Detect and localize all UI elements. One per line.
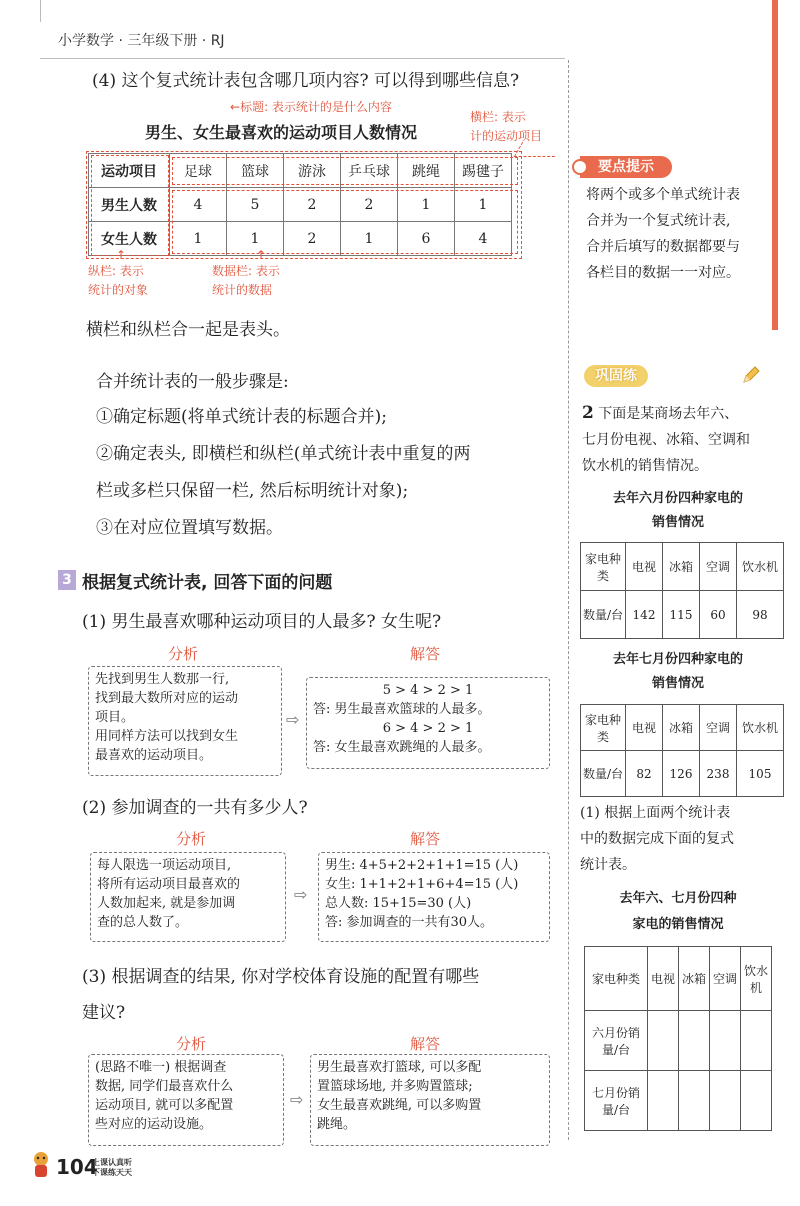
- t1-title: 去年六月份四种家电的 销售情况: [612, 491, 743, 530]
- june-sales-table: [580, 542, 784, 639]
- sub-question: (1) 根据上面两个统计表 中的数据完成下面的复式 统计表。: [580, 805, 734, 873]
- table-header-cell: 乒乓球: [341, 154, 398, 188]
- table-header-cell: 家电种类: [585, 947, 648, 1011]
- data-note: 数据栏: 表示 统计的数据: [212, 264, 280, 297]
- q1-answer-box: 5 > 4 > 2 > 1 答: 男生最喜欢篮球的人最多。 6 > 4 > 2 > 1 答: 女生最喜欢跳绳的人最多。: [306, 677, 550, 769]
- tip-text: 将两个或多个单式统计表 合并为一个复式统计表, 合并后填写的数据都要与 各栏目的数据一一对应。: [586, 187, 740, 281]
- table-cell: 126: [663, 751, 700, 797]
- page-number: 104: [56, 1155, 98, 1179]
- row-header-cell: 女生人数: [89, 222, 170, 256]
- steps-title: 合并统计表的一般步骤是:: [96, 372, 289, 392]
- exercise-number: 2: [582, 403, 594, 423]
- step-3: ③在对应位置填写数据。: [96, 518, 283, 538]
- table-header-cell: 空调: [700, 543, 737, 591]
- july-sales-table: [580, 704, 784, 797]
- table-cell: 98: [737, 591, 784, 639]
- table-cell: 60: [700, 591, 737, 639]
- blank-cell[interactable]: [741, 1071, 772, 1131]
- main-table-title: 男生、女生最喜欢的运动项目人数情况: [145, 123, 418, 142]
- table-cell: 238: [700, 751, 737, 797]
- t3-title: 去年六、七月份四种 家电的销售情况: [619, 891, 737, 932]
- section-number: 3: [58, 570, 76, 590]
- data-highlight: [172, 190, 518, 254]
- table-cell: 4: [455, 222, 512, 256]
- table-header-cell: 饮水机: [741, 947, 772, 1011]
- table-cell: 1: [170, 222, 227, 256]
- row-header-cell: 七月份销量/台: [585, 1071, 648, 1131]
- row-header-cell: 六月份销量/台: [585, 1011, 648, 1071]
- table-cell: 1: [455, 188, 512, 222]
- mascot-icon: [30, 1150, 52, 1180]
- table-header-cell: 足球: [170, 154, 227, 188]
- analysis-label: 分析: [168, 645, 199, 663]
- answer-label: 解答: [410, 830, 441, 848]
- table-cell: 2: [284, 188, 341, 222]
- book-header: 小学数学 · 三年级下册 · RJ: [58, 33, 225, 49]
- answer-label: 解答: [410, 645, 441, 663]
- answer-label: 解答: [410, 1035, 441, 1053]
- table-header-cell: 空调: [710, 947, 741, 1011]
- exercise-label: 巩固练: [584, 365, 648, 387]
- question-3-2: (2) 参加调查的一共有多少人?: [82, 798, 308, 818]
- column-divider: [568, 60, 569, 1140]
- blank-cell[interactable]: [710, 1011, 741, 1071]
- table-header-cell: 冰箱: [663, 705, 700, 751]
- blank-cell[interactable]: [648, 1071, 679, 1131]
- table-header-cell: 篮球: [227, 154, 284, 188]
- arrow-right-icon: ⇨: [290, 1090, 304, 1109]
- question-3-3: (3) 根据调查的结果, 你对学校体育设施的配置有哪些: [82, 967, 480, 987]
- row-note: 横栏: 表示 计的运动项目: [470, 110, 543, 143]
- table-cell: 2: [341, 188, 398, 222]
- arrow-up-icon: ↑: [116, 248, 127, 262]
- row-header-cell: 数量/台: [581, 591, 626, 639]
- arrow-left-icon: ←: [230, 100, 241, 114]
- table-cell: 1: [398, 188, 455, 222]
- page-top-mark: [40, 0, 41, 22]
- table-header-cell: 电视: [626, 543, 663, 591]
- combined-sales-table: [584, 946, 772, 1131]
- analysis-label: 分析: [176, 1035, 207, 1053]
- table-header-cell: 电视: [648, 947, 679, 1011]
- table-cell: 82: [626, 751, 663, 797]
- row-header-cell: 数量/台: [581, 751, 626, 797]
- table-header-cell: 运动项目: [89, 154, 170, 188]
- table-header-cell: 跳绳: [398, 154, 455, 188]
- blank-cell[interactable]: [710, 1071, 741, 1131]
- blank-cell[interactable]: [679, 1071, 710, 1131]
- table-cell: 2: [284, 222, 341, 256]
- footer-slogan: 上课认真听 下课练天天: [92, 1158, 132, 1177]
- q2-answer-box: 男生: 4+5+2+2+1+1=15 (人) 女生: 1+1+2+1+6+4=15 (人) 总人数: 15+15=30 (人) 答: 参加调查的一共有30人。: [318, 852, 550, 942]
- table-header-cell: 游泳: [284, 154, 341, 188]
- arrow-up-icon: ↑: [256, 248, 267, 262]
- title-note: ←标题: 表示统计的是什么内容: [230, 100, 392, 114]
- table-header-cell: 家电种类: [581, 543, 626, 591]
- tip-icon: [572, 159, 588, 175]
- table-cell: 142: [626, 591, 663, 639]
- q2-analysis-box: 每人限选一项运动项目, 将所有运动项目最喜欢的 人数加起来, 就是参加调 查的总人数了。: [90, 852, 286, 942]
- table-cell: 105: [737, 751, 784, 797]
- analysis-label: 分析: [176, 830, 207, 848]
- question-3-1: (1) 男生最喜欢哪种运动项目的人最多? 女生呢?: [82, 612, 442, 632]
- tip-label: 要点提示: [580, 156, 672, 178]
- table-header-cell: 空调: [700, 705, 737, 751]
- row-header-cell: 男生人数: [89, 188, 170, 222]
- q3-answer-box: 男生最喜欢打篮球, 可以多配 置篮球场地, 并多购置篮球; 女生最喜欢跳绳, 可以多购置 跳绳。: [310, 1054, 550, 1146]
- row-header-highlight: [172, 157, 518, 185]
- blank-cell[interactable]: [741, 1011, 772, 1071]
- table-cell: 115: [663, 591, 700, 639]
- table-cell: 1: [227, 222, 284, 256]
- step-1: ①确定标题(将单式统计表的标题合并);: [96, 407, 387, 427]
- t2-title: 去年七月份四种家电的 销售情况: [612, 652, 743, 691]
- pencil-icon: [740, 364, 762, 386]
- question-3-3-cont: 建议?: [82, 1003, 126, 1023]
- blank-cell[interactable]: [679, 1011, 710, 1071]
- table-header-cell: 踢毽子: [455, 154, 512, 188]
- table-header-cell: 家电种类: [581, 705, 626, 751]
- table-cell: 4: [170, 188, 227, 222]
- column-note: 纵栏: 表示 统计的对象: [88, 264, 149, 297]
- q3-analysis-box: (思路不唯一) 根据调查 数据, 同学们最喜欢什么 运动项目, 就可以多配置 些对应的运动设施。: [88, 1054, 284, 1146]
- arrow-right-icon: ⇨: [294, 885, 308, 904]
- arrow-right-icon: ⇨: [286, 710, 300, 729]
- exercise-text: 2 下面是某商场去年六、 七月份电视、冰箱、空调和 饮水机的销售情况。: [582, 403, 750, 474]
- table-cell: 5: [227, 188, 284, 222]
- table-cell: 6: [398, 222, 455, 256]
- header-sentence: 横栏和纵栏合一起是表头。: [86, 320, 290, 340]
- blank-cell[interactable]: [648, 1011, 679, 1071]
- table-cell: 1: [341, 222, 398, 256]
- table-header-cell: 冰箱: [679, 947, 710, 1011]
- step-2-cont: 栏或多栏只保留一栏, 然后标明统计对象);: [96, 481, 409, 501]
- step-2: ②确定表头, 即横栏和纵栏(单式统计表中重复的两: [96, 444, 471, 464]
- column-header-highlight: [91, 155, 169, 256]
- question-4: (4) 这个复式统计表包含哪几项内容? 可以得到哪些信息?: [92, 71, 520, 91]
- q1-analysis-box: 先找到男生人数那一行, 找到最大数所对应的运动 项目。 用同样方法可以找到女生 最喜欢的运动项目。: [88, 666, 282, 776]
- table-header-cell: 饮水机: [737, 543, 784, 591]
- section-title: 根据复式统计表, 回答下面的问题: [82, 573, 333, 593]
- edge-tab: [772, 0, 778, 330]
- table-header-cell: 饮水机: [737, 705, 784, 751]
- header-divider: [40, 58, 565, 59]
- table-header-cell: 冰箱: [663, 543, 700, 591]
- table-header-cell: 电视: [626, 705, 663, 751]
